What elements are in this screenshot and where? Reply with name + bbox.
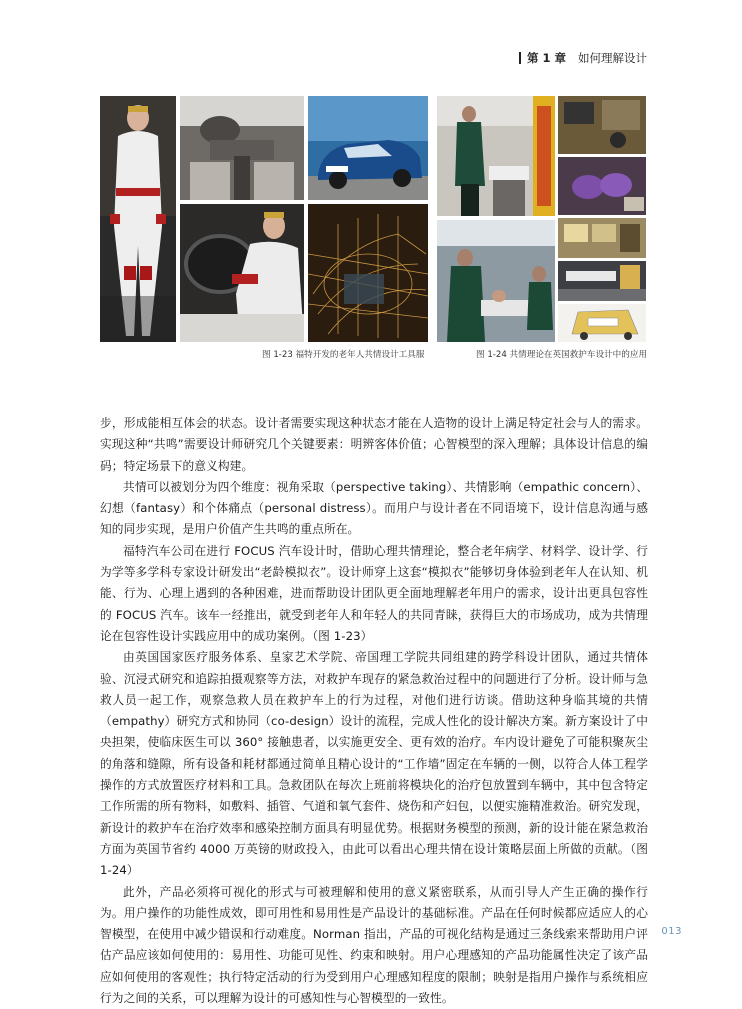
paragraph: 步，形成能相互体会的状态。设计者需要实现这种状态才能在人造物的设计上满足特定社会与人的需求。实现这种“共鸣”需要设计师研究几个关键要素：明辨客体价值；心智模型的深入理解；具体设计信息的编码；特定场景下的意义构建。 <box>100 416 648 473</box>
photo-car-interior <box>180 96 304 200</box>
photo-ambulance-cutaway <box>558 304 646 342</box>
photo-aging-suit <box>100 96 176 342</box>
paragraph: 此外，产品必须将可视化的形式与可被理解和使用的意义紧密联系，从而引导人产生正确的操作行为。用户操作的功能性成效，即可用性和易用性是产品设计的基础标准。产品在任何时候都应适应人的心智模型，在使用中减少错误和行动难度。Norman 指出，产品的可视化结构是通过三条线索来帮助用户评估产品应该如何使用的：易用性、功能可见性、约束和映射。用户心理感知的产品功能属性决定了该产品应如何使用的客观性；执行特定活动的行为受到用户心理感知程度的限制；映射是指用户操作与系统相应行为之间的关系，可以理解为设计的可感知性与心智模型的一致性。 <box>100 884 648 1006</box>
running-header <box>519 50 647 66</box>
paragraph: 福特汽车公司在进行 FOCUS 汽车设计时，借助心理共情理论，整合老年病学、材料学、设计学、行为学等多学科专家设计研发出“老龄模拟衣”。设计师穿上这套“模拟衣”能够切身体验到老年人在认知、机能、行为、心理上遇到的各种困难，进而帮助设计团队更全面地理解老年用户的需求，设计出更具包容性的 FOCUS 汽车。该车一经推出，就受到老年人和年轻人的共同青睐，获得巨大的市场成功，成为共情理论在包容性设计实践应用中的成功案例。（图 1-23） <box>100 543 648 643</box>
photo-work-wall <box>558 218 646 258</box>
paragraph: 共情可以被划分为四个维度：视角采取（perspective taking）、共情影响（empathic concern）、幻想（fantasy）和个体痛点（personal distress）。而用户与设计者在不同语境下，设计信息沟通与感知的同步实现，是用户价值产生共鸣的重点所在。 <box>100 479 648 537</box>
photo-ambulance-crew-2 <box>437 220 555 342</box>
photo-interior-render <box>558 261 646 301</box>
body-text <box>100 413 648 1009</box>
header-divider <box>519 52 521 64</box>
figure-caption-1-24: 图 1-24 共情理论在英国救护车设计中的应用 <box>476 350 648 360</box>
chapter-label: 第 1 章 <box>526 51 566 65</box>
figure-caption-1-23: 图 1-23 福特开发的老年人共情设计工具服 <box>262 350 425 360</box>
page-number: 013 <box>661 926 682 937</box>
chapter-title: 如何理解设计 <box>578 51 647 65</box>
photo-blue-focus-car <box>308 96 428 200</box>
photo-ambulance-crew-1 <box>437 96 555 216</box>
photo-gloved-hands <box>558 157 646 215</box>
photo-equipment-wall <box>558 96 646 154</box>
paragraph: 由英国国家医疗服务体系、皇家艺术学院、帝国理工学院共同组建的跨学科设计团队，通过共情体验、沉浸式研究和追踪拍摄观察等方法，对救护车现存的紧急救治过程中的问题进行了分析。设计师与急救人员一起工作，观察急救人员在救护车上的行为过程，对他们进行访谈。借助这种身临其境的共情（empathy）研究方式和协同（co-design）设计的流程，完成人性化的设计解决方案。新方案设计了中央担架，使临床医生可以 360° 接触患者，以实施更安全、更有效的治疗。车内设计避免了可能积聚灰尘的角落和缝隙，所有设备和耗材都通过简单且精心设计的“工作墙”固定在车辆的一侧，以符合人体工程学操作的方式放置医疗材料和工具。急救团队在每次上班前将模块化的治疗包放置到车辆中，其中包含特定工作所需的所有物料，如敷料、插管、气道和氧气套件、烧伤和产妇包，以便实施精准救治。研究发现，新设计的救护车在治疗效率和感染控制方面具有明显优势。根据财务模型的预测，新的设计能在紧急救治方面为英国节省约 4000 万英镑的财政投入，由此可以看出心理共情在设计策略层面上所做的贡献。（图 1-24） <box>100 650 648 878</box>
photo-driver-in-suit <box>180 204 304 342</box>
photo-car-wireframe <box>308 204 428 342</box>
